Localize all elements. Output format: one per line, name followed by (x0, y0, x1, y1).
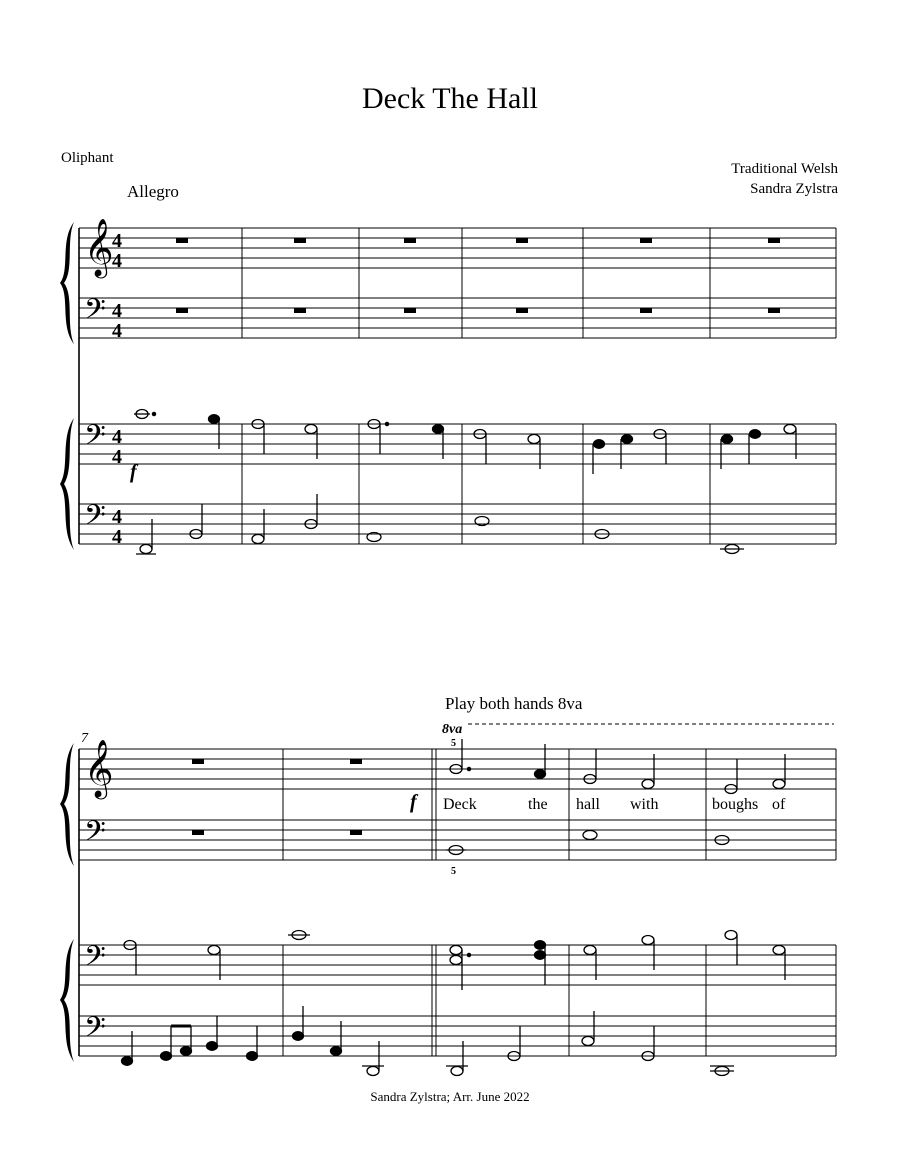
notes-s2-rh (124, 931, 785, 991)
composer-credit: Traditional Welsh (731, 161, 838, 177)
lyric-syllable: with (630, 796, 659, 813)
svg-text:4: 4 (112, 446, 122, 468)
whole-rests-s2 (192, 759, 362, 835)
lyric-syllable: of (772, 796, 786, 813)
svg-text:4: 4 (112, 526, 122, 548)
lyric-syllable: Deck (443, 796, 477, 813)
measure-number: 7 (81, 731, 88, 746)
time-signatures (112, 230, 122, 548)
bass-clef: 𝄢 (84, 942, 106, 979)
fingering: 5 (451, 738, 456, 749)
svg-text:4: 4 (112, 320, 122, 342)
lyric-syllable: hall (576, 796, 600, 813)
lyrics (443, 796, 786, 813)
dynamic-forte: f (410, 791, 417, 813)
whole-rests-s1 (176, 238, 780, 313)
svg-text:4: 4 (112, 250, 122, 272)
page-title: Deck The Hall (361, 82, 539, 115)
treble-clef: 𝄞 (84, 740, 114, 796)
fingering: 5 (451, 866, 456, 877)
dynamic-forte: f (130, 461, 137, 483)
arranger-credit: Sandra Zylstra (750, 181, 838, 197)
brace-s1-bottom (60, 418, 74, 550)
lyric-syllable: the (528, 796, 548, 813)
treble-clef: 𝄞 (84, 219, 114, 275)
ottava-instruction: Play both hands 8va (445, 694, 583, 713)
brace-s2-bottom (60, 939, 74, 1062)
bass-clef: 𝄢 (84, 421, 106, 458)
notes-s2-bass (446, 831, 729, 855)
brace-s2-top (60, 743, 74, 866)
instrument-label: Oliphant (61, 150, 114, 166)
lyric-syllable: boughs (712, 796, 759, 813)
staff-lines-s1 (79, 228, 836, 544)
bass-clef: 𝄢 (84, 1013, 106, 1050)
ottava-mark: 8va (442, 722, 463, 737)
notes-s2-melody (450, 739, 785, 794)
svg-text:4: 4 (112, 300, 122, 322)
tempo-marking: Allegro (127, 182, 179, 201)
barlines-s1 (79, 228, 836, 544)
svg-text:4: 4 (112, 426, 122, 448)
brace-s1-top (60, 222, 74, 344)
bass-clef: 𝄢 (84, 501, 106, 538)
bass-clef: 𝄢 (84, 295, 106, 332)
svg-text:4: 4 (112, 230, 122, 252)
footer-credit: Sandra Zylstra; Arr. June 2022 (370, 1089, 530, 1104)
bass-clef: 𝄢 (84, 817, 106, 854)
svg-text:4: 4 (112, 506, 122, 528)
